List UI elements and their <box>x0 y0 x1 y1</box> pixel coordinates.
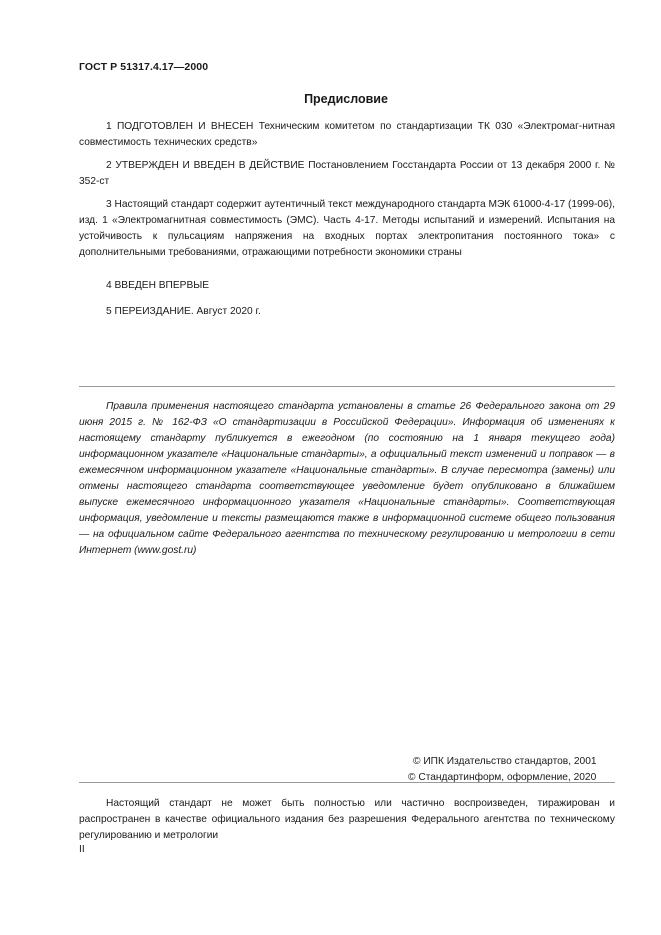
copyright-line-1: © ИПК Издательство стандартов, 2001 <box>413 756 597 767</box>
reproduction-notice: Настоящий стандарт не может быть полностью или частично воспроизведен, тиражирован и распространен в качестве официального издания без разрешения Федерального агентства по техническому регулированию и метрологии <box>79 798 615 841</box>
preface-item-1: 1 ПОДГОТОВЛЕН И ВНЕСЕН Техническим комитетом по стандартизации ТК 030 «Электромаг-нитная совместимость технических средств» <box>79 121 615 148</box>
standard-code: ГОСТ Р 51317.4.17—2000 <box>79 61 209 73</box>
preface-item-5: 5 ПЕРЕИЗДАНИЕ. Август 2020 г. <box>106 306 261 317</box>
page-number: II <box>79 844 85 855</box>
copyright-line-2: © Стандартинформ, оформление, 2020 <box>408 772 597 783</box>
footer-divider <box>79 782 615 783</box>
page-title: Предисловие <box>304 92 388 106</box>
preface-item-3: 3 Настоящий стандарт содержит аутентичный текст международного стандарта МЭК 61000-4-17 (1999-06), изд. 1 «Электромагнитная совместимость (ЭМС). Часть 4-17. Методы испытаний и измерений. Испытания на устойчивость к пульсациям напряжения на входных портах электропитания постоянного тока» с дополнительными требованиями, отражающими потребности экономики страны <box>79 199 615 258</box>
preface-item-2: 2 УТВЕРЖДЕН И ВВЕДЕН В ДЕЙСТВИЕ Постановлением Госстандарта России от 13 декабря 2000 г. № 352-ст <box>79 160 615 187</box>
preface-item-4: 4 ВВЕДЕН ВПЕРВЫЕ <box>106 280 210 291</box>
notice-divider <box>79 386 615 387</box>
application-rules-notice: Правила применения настоящего стандарта установлены в статье 26 Федерального закона от 29 июня 2015 г. № 162-ФЗ «О стандартизации в Российской Федерации». Информация об изменениях к настоящему стандарту публикуется в ежегодном (по состоянию на 1 января текущего года) информационном указателе «Национальные стандарты», а официальный текст изменений и поправок — в ежемесячном информационном указателе «Национальные стандарты». В случае пересмотра (замены) или отмены настоящего стандарта соответствующее уведомление будет опубликовано в ближайшем выпуске ежемесячного информационного указателя «Национальные стандарты». Соответствующая информация, уведомление и тексты размещаются также в информационной системе общего пользования — на официальном сайте Федерального агентства по техническому регулированию и метрологии в сети Интернет (www.gost.ru) <box>79 401 615 556</box>
